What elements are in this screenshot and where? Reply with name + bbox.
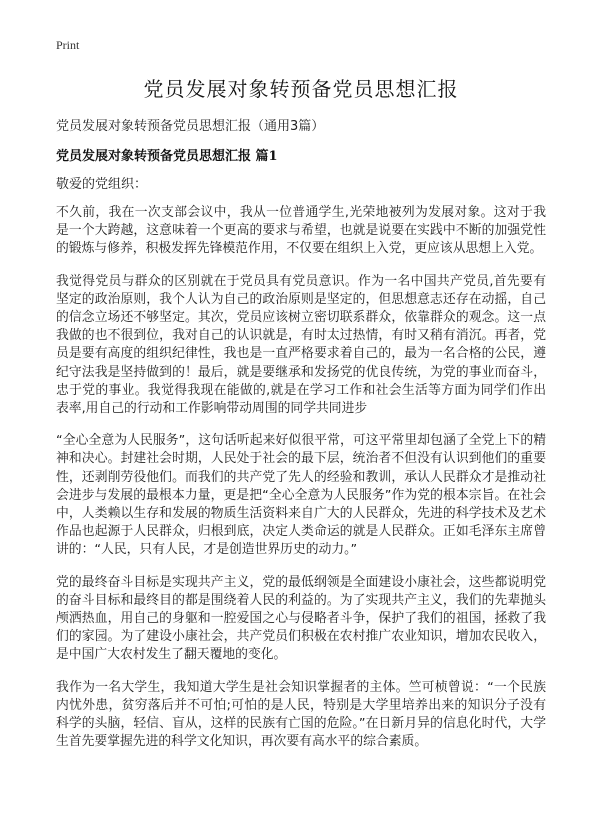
print-label: Print bbox=[56, 38, 80, 52]
salutation: 敬爱的党组织： bbox=[56, 177, 148, 192]
section-heading: 党员发展对象转预备党员思想汇报 篇1 bbox=[56, 149, 278, 164]
document-title: 党员发展对象转预备党员思想汇报 bbox=[143, 77, 459, 101]
paragraph: 不久前，我在一次支部会议中，我从一位普通学生,光荣地被列为发展对象。这对于我是一个大跨越，这意味着一个更高的要求与希望，也就是说要在实践中不断的加强党性的锻炼与修养，积极发挥先锋模范作用，不仅要在组织上入党，更应该从思想上入党。 bbox=[56, 205, 546, 257]
paragraph: 我作为一名大学生，我知道大学生是社会知识掌握者的主体。竺可桢曾说：“一个民族内忧外患，贫穷落后并不可怕;可怕的是人民，特别是大学里培养出来的知识分子没有科学的头脑，轻信、盲从，这样的民族有亡国的危险。”在日新月异的信息化时代，大学生首先要掌握先进的科学文化知识，再次要有高水平的综合素质。 bbox=[56, 679, 546, 750]
paragraph: 我觉得党员与群众的区别就在于党员具有党员意识。作为一名中国共产党员,首先要有坚定的政治原则，我个人认为自己的政治原则是坚定的，但思想意志还存在动摇，自己的信念立场还不够坚定。其次，党员应该树立密切联系群众，依靠群众的观念。这一点我做的也不很到位，我对自己的认识就是，有时太过热情，有时又稍有消沉。再者，党员是要有高度的组织纪律性，我也是一直严格要求着自己的，最为一名合格的公民，遵纪守法我是坚持做到的！最后，就是要继承和发扬党的优良传统，为党的事业而奋斗，忠于党的事业。我觉得我现在能做的,就是在学习工作和社会生活等方面为同学们作出表率,用自己的行动和工作影响带动周围的同学共同进步 bbox=[56, 273, 546, 417]
paragraph: 党的最终奋斗目标是实现共产主义，党的最低纲领是全面建设小康社会，这些都说明党的奋斗目标和最终目的都是围绕着人民的利益的。为了实现共产主义，我们的先辈抛头颅洒热血，用自己的身躯和一腔爱国之心与侵略者斗争，保护了我们的祖国，拯救了我们的家园。为了建设小康社会，共产党员们积极在农村推广农业知识，增加农民收入，是中国广大农村发生了翻天覆地的变化。 bbox=[56, 574, 546, 663]
document-subtitle: 党员发展对象转预备党员思想汇报（通用3篇） bbox=[56, 119, 325, 134]
paragraph: “全心全意为人民服务”，这句话听起来好似很平常，可这平常里却包涵了全党上下的精神和决心。封建社会时期，人民处于社会的最下层，统治者不但没有认识到他们的重要性，还剥削劳役他们。而我们的共产党了先人的经验和教训，承认人民群众才是推动社会进步与发展的最根本力量，更是把“全心全意为人民服务”作为党的根本宗旨。在社会中，人类赖以生存和发展的物质生活资料来自广大的人民群众，先进的科学技术及艺术作品也起源于人民群众，归根到底，决定人类命运的就是人民群众。正如毛泽东主席曾讲的：“人民，只有人民，才是创造世界历史的动力。” bbox=[56, 433, 546, 558]
